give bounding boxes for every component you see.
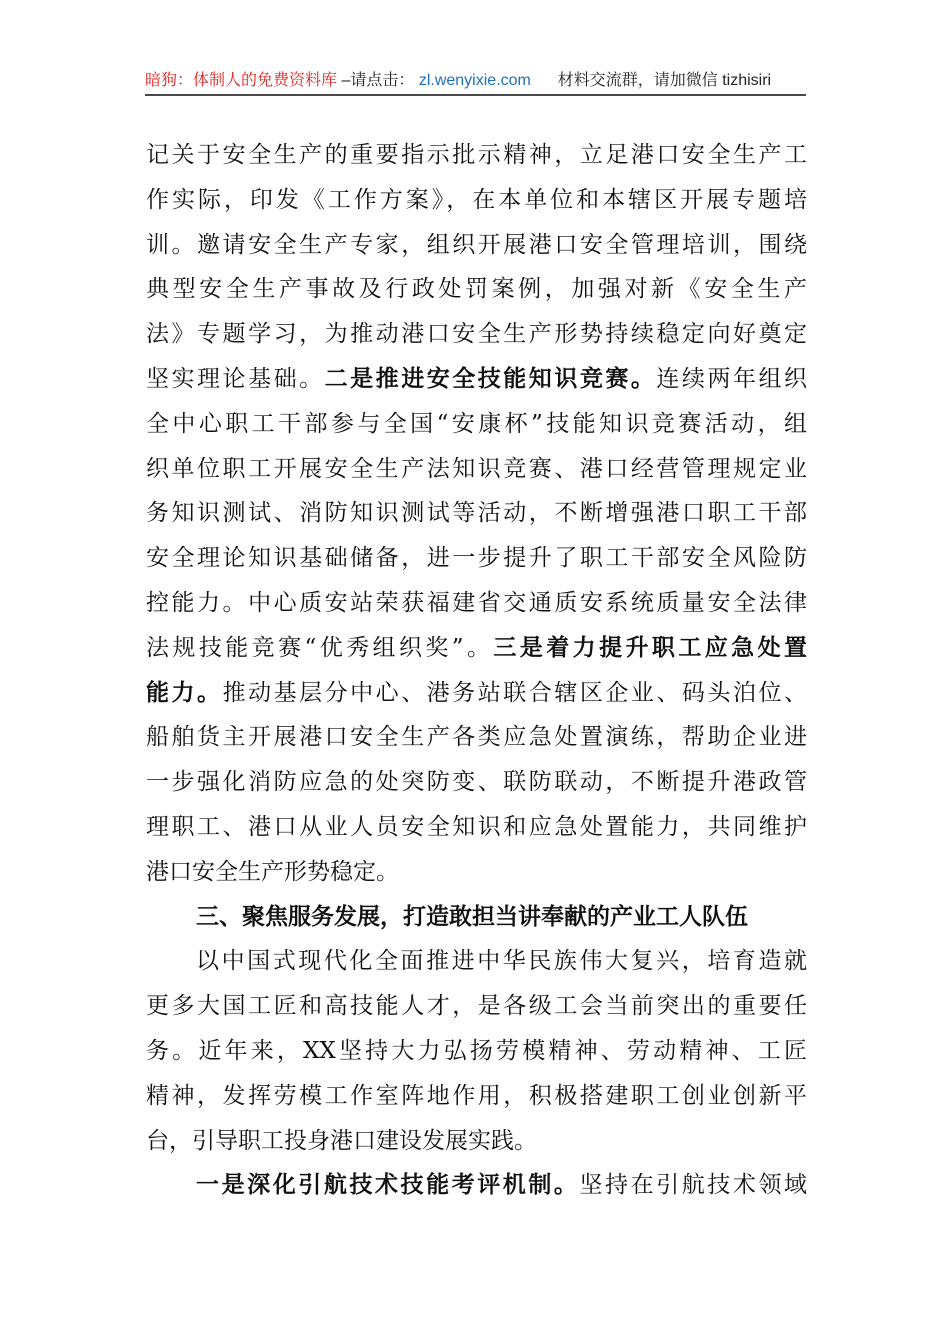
body-text: 坚实理论基础。 xyxy=(146,365,325,392)
body-text: 务知识测试、消防知识测试等活动，不断增强港口职工干部 xyxy=(146,500,807,527)
body-text: 训。邀请安全生产专家，组织开展港口安全管理培训，围绕 xyxy=(146,231,807,258)
text-line xyxy=(146,312,807,357)
page-header xyxy=(145,68,806,96)
body-text: 作实际，印发《工作方案》，在本单位和本辖区开展专题培 xyxy=(146,186,807,213)
body-text: 船舶货主开展港口安全生产各类应急处置演练，帮助企业进 xyxy=(146,724,807,751)
body-text: 台，引导职工投身港口建设发展实践。 xyxy=(146,1127,537,1154)
text-line xyxy=(146,1074,807,1119)
text-line xyxy=(146,1119,807,1164)
text-line xyxy=(146,536,807,581)
text-line xyxy=(146,805,807,850)
body-text: 记关于安全生产的重要指示批示精神，立足港口安全生产工 xyxy=(146,142,807,168)
bold-text: 一是深化引航技术技能考评机制。 xyxy=(196,1171,580,1199)
bold-text: 二是推进安全技能知识竞赛。 xyxy=(324,364,657,392)
body-text: 织单位职工开展安全生产法知识竞赛、港口经营管理规定业 xyxy=(146,455,807,482)
body-text: 以中国式现代化全面推进中华民族伟大复兴，培育造就 xyxy=(196,948,807,975)
site-url-link[interactable]: zl.wenyixie.com xyxy=(418,72,531,89)
contact-info: 材料交流群，请加微信 tizhisiri xyxy=(557,72,772,89)
body-text: 法规技能竞赛“优秀组织奖”。 xyxy=(146,634,494,661)
body-text: 安全理论知识基础储备，进一步提升了职工干部安全风险防 xyxy=(146,545,807,572)
text-line xyxy=(146,715,807,760)
text-line xyxy=(146,1029,807,1074)
text-line xyxy=(146,1163,807,1208)
body-text: 港口安全生产形势稳定。 xyxy=(146,858,399,885)
body-text: 连续两年组织 xyxy=(656,365,808,392)
click-prompt: –请点击： xyxy=(341,72,415,89)
body-text: 理职工、港口从业人员安全知识和应急处置能力，共同维护 xyxy=(146,813,807,840)
text-line xyxy=(146,402,807,447)
bold-text: 能力。 xyxy=(146,678,223,706)
document-body xyxy=(146,133,807,1208)
body-text: 精神，发挥劳模工作室阵地作用，积极搭建职工创业创新平 xyxy=(146,1082,807,1109)
body-text: 一步强化消防应急的处突防变、联防联动，不断提升港政管 xyxy=(146,769,807,796)
bold-text: 三是着力提升职工应急处置 xyxy=(493,633,807,661)
body-text: 更多大国工匠和高技能人才，是各级工会当前突出的重要任 xyxy=(146,993,807,1020)
body-text: 推动基层分中心、港务站联合辖区企业、码头泊位、 xyxy=(222,679,808,706)
body-text: 典型安全生产事故及行政处罚案例，加强对新《安全生产 xyxy=(146,276,807,303)
body-text: 控能力。中心质安站荣获福建省交通质安系统质量安全法律 xyxy=(146,589,807,616)
bold-text: 三、聚焦服务发展，打造敢担当讲奉献的产业工人队伍 xyxy=(196,902,748,930)
body-text: 坚持在引航技术领域 xyxy=(579,1172,808,1199)
body-text: 法》专题学习，为推动港口安全生产形势持续稳定向好奠定 xyxy=(146,321,807,348)
body-text: 全中心职工干部参与全国“安康杯”技能知识竞赛活动，组 xyxy=(146,410,807,437)
text-line xyxy=(146,357,807,402)
section-heading xyxy=(146,895,807,940)
text-line xyxy=(146,491,807,536)
text-line xyxy=(146,581,807,626)
text-line xyxy=(146,447,807,492)
text-line xyxy=(146,133,807,178)
body-text: 务。近年来，XX坚持大力弘扬劳模精神、劳动精神、工匠 xyxy=(146,1037,807,1064)
text-line xyxy=(146,850,807,895)
site-name: 暗狗：体制人的免费资料库 xyxy=(145,72,338,89)
text-line xyxy=(146,223,807,268)
text-line xyxy=(146,267,807,312)
text-line xyxy=(146,760,807,805)
text-line xyxy=(146,671,807,716)
text-line xyxy=(146,984,807,1029)
text-line xyxy=(146,939,807,984)
text-line xyxy=(146,626,807,671)
text-line xyxy=(146,178,807,223)
